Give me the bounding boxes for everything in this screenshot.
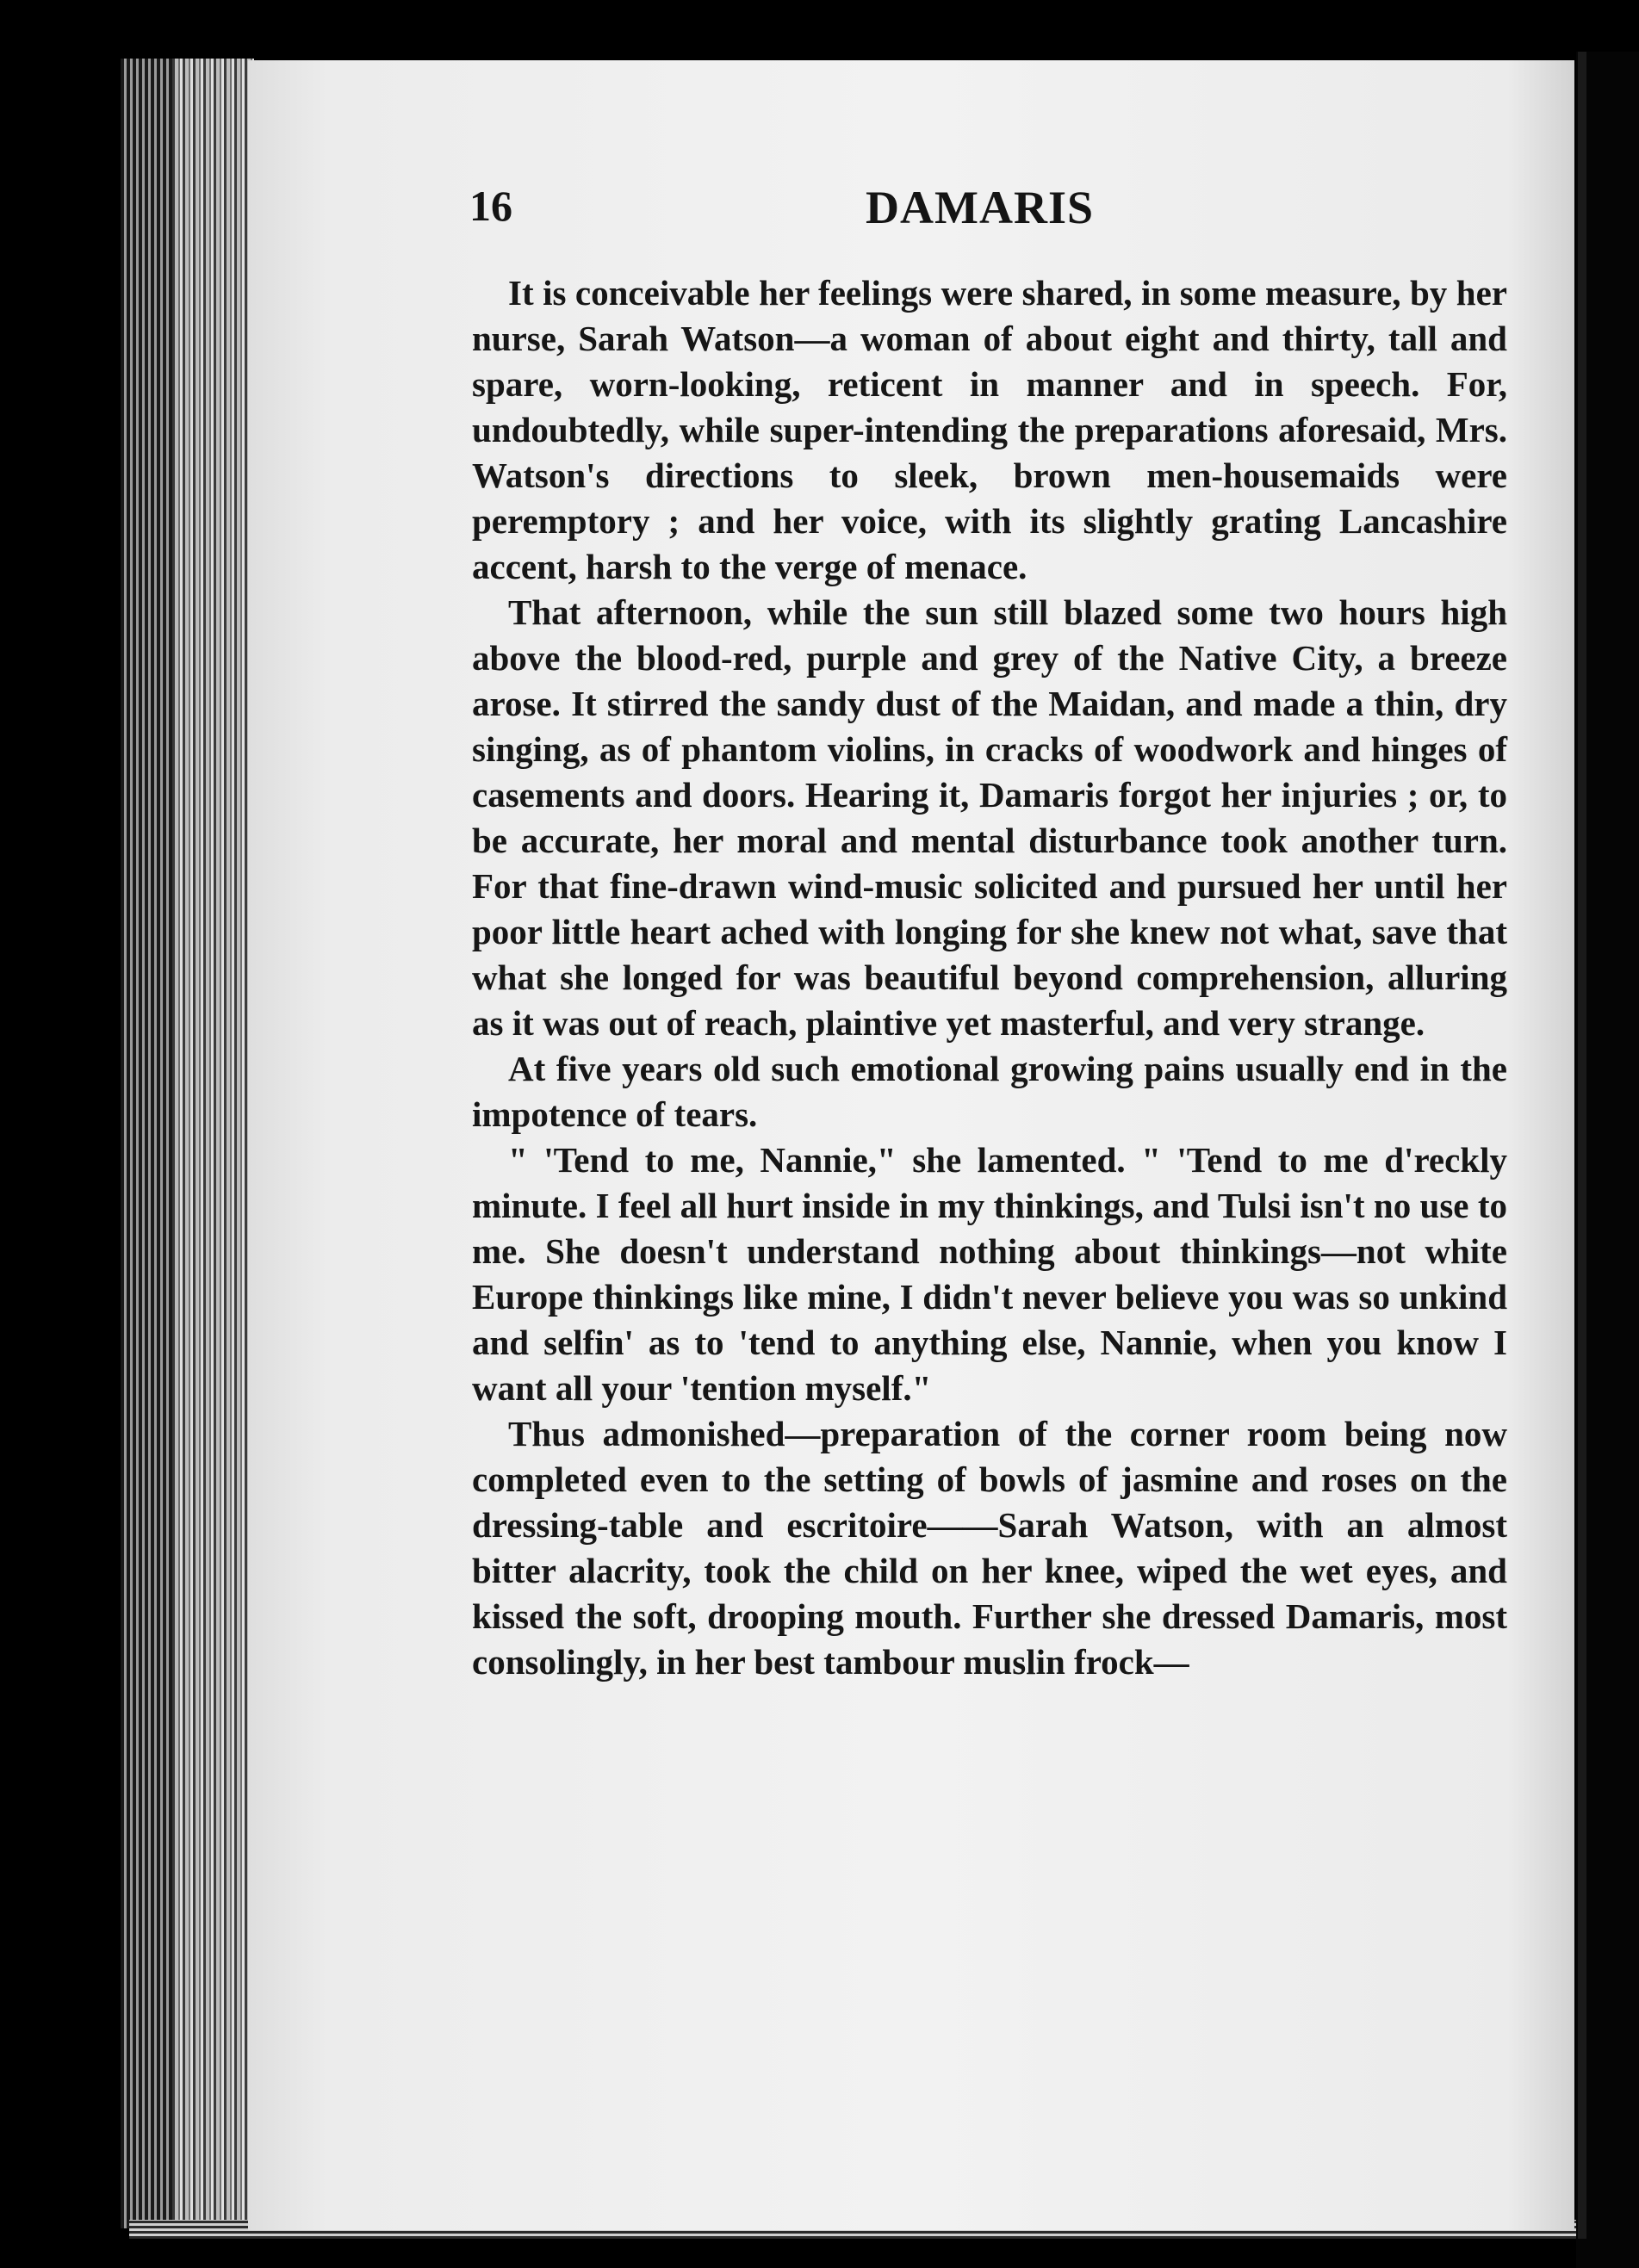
body-text [472,270,1507,1685]
paragraph: That afternoon, while the sun still blazed some two hours high above the blood-red, purple and grey of the Native City, a breeze arose. It stirred the sandy dust of the Maidan, and made a thin, dry singing, as of phantom violins, in cracks of woodwork and hinges of casements and doors. Hearing it, Damaris forgot her injuries ; or, to be accurate, her moral and mental disturbance took another turn. For that fine-drawn wind-music solicited and pursued her until her poor little heart ached with longing for she knew not what, save that what she longed for was beautiful beyond comprehension, alluring as it was out of reach, plaintive yet masterful, and very strange. [472,592,1507,1043]
page-number: 16 [469,182,512,230]
adjacent-page-edge [1578,52,1586,2239]
paragraph: At five years old such emotional growing pains usually end in the impotence of tears. [472,1049,1507,1134]
running-head [469,181,1503,241]
paragraph: " 'Tend to me, Nannie," she lamented. " 'Tend to me d'reckly minute. I feel all hurt inside in my thinkings, and Tulsi isn't no use to me. She doesn't understand nothing about thinkings—not white Europe thinkings like mine, I didn't never believe you was so unkind and selfin' as to 'tend to anything else, Nannie, when you know I want all your 'tention myself." [472,1140,1507,1408]
paragraph: It is conceivable her feelings were shared, in some measure, by her nurse, Sarah Watson—a woman of about eight and thirty, tall and spare, worn-looking, reticent in manner and in speech. For, undoubtedly, while super-intending the preparations aforesaid, Mrs. Watson's directions to sleek, brown men-housemaids were peremptory ; and her voice, with its slightly grating Lancashire accent, harsh to the verge of menace. [472,273,1507,586]
page-block-outer-edges [121,59,172,2228]
paragraph: Thus admonished—preparation of the corner room being now completed even to the setting of bowls of jasmine and roses on the dressing-table and escritoire——Sarah Watson, with an almost bitter alacrity, took the child on her knee, wiped the wet eyes, and kissed the soft, drooping mouth. Further she dressed Damaris, most consolingly, in her best tambour muslin frock— [472,1414,1507,1682]
running-title: DAMARIS [866,182,1095,233]
